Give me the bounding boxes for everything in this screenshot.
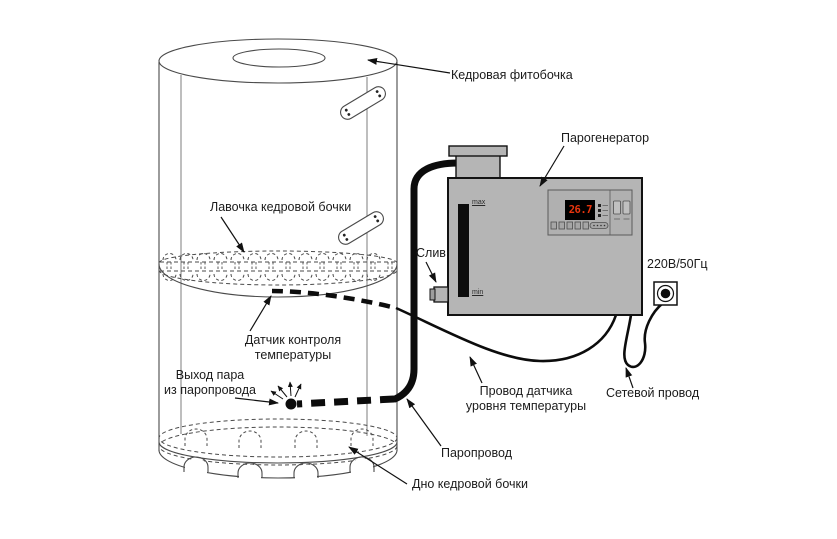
arrow-to-bench bbox=[221, 217, 244, 252]
label-sensor-wire-line2: уровня температуры bbox=[465, 398, 587, 413]
label-temp-sensor-line2: температуры bbox=[254, 347, 332, 362]
label-temp-sensor-line1: Датчик контроля bbox=[244, 333, 342, 347]
level-min-label: min bbox=[472, 289, 484, 296]
label-bench: Лавочка кедровой бочки bbox=[210, 200, 352, 214]
label-steam-outlet bbox=[158, 368, 262, 397]
drain-fitting bbox=[434, 287, 448, 302]
label-steam-outlet-line1: Выход пара bbox=[175, 368, 245, 382]
steam-outlet-dot bbox=[286, 399, 297, 410]
label-generator: Парогенератор bbox=[561, 131, 650, 145]
barrel-bottom-art bbox=[159, 419, 397, 481]
hinge-middle-icon bbox=[336, 209, 386, 247]
panel-buttons bbox=[551, 222, 608, 229]
led-indicators bbox=[598, 204, 601, 217]
label-barrel: Кедровая фитобочка bbox=[451, 68, 573, 82]
arrow-to-steam-pipe bbox=[407, 399, 441, 446]
arrow-to-steam-outlet bbox=[235, 398, 278, 403]
label-power-spec: 220В/50Гц bbox=[647, 257, 708, 271]
arrow-to-power-cord bbox=[626, 368, 633, 388]
arrow-to-temp-sensor bbox=[250, 296, 271, 331]
label-temp-sensor bbox=[240, 333, 346, 362]
hinge-top-icon bbox=[338, 84, 388, 122]
label-steam-pipe: Паропровод bbox=[441, 446, 512, 460]
label-sensor-wire-line1: Провод датчика bbox=[479, 384, 573, 398]
label-power-cord: Сетевой провод bbox=[606, 386, 700, 400]
arrow-to-drain bbox=[426, 262, 436, 282]
temperature-display: 26.7 bbox=[565, 200, 595, 220]
level-max-label: max bbox=[472, 199, 486, 206]
label-drain: Слив bbox=[416, 246, 446, 260]
steam-spray-icon bbox=[271, 382, 301, 399]
label-sensor-wire bbox=[460, 384, 592, 413]
steam-pipe-dashed bbox=[297, 399, 394, 404]
arrow-to-sensor-wire bbox=[470, 357, 482, 383]
power-plug bbox=[661, 289, 671, 299]
label-barrel-bottom: Дно кедровой бочки bbox=[412, 477, 528, 491]
label-steam-outlet-line2: из паропровода bbox=[164, 382, 256, 397]
foot-cutouts bbox=[184, 457, 374, 481]
water-level-gauge bbox=[458, 204, 469, 297]
power-outlet bbox=[654, 282, 677, 305]
